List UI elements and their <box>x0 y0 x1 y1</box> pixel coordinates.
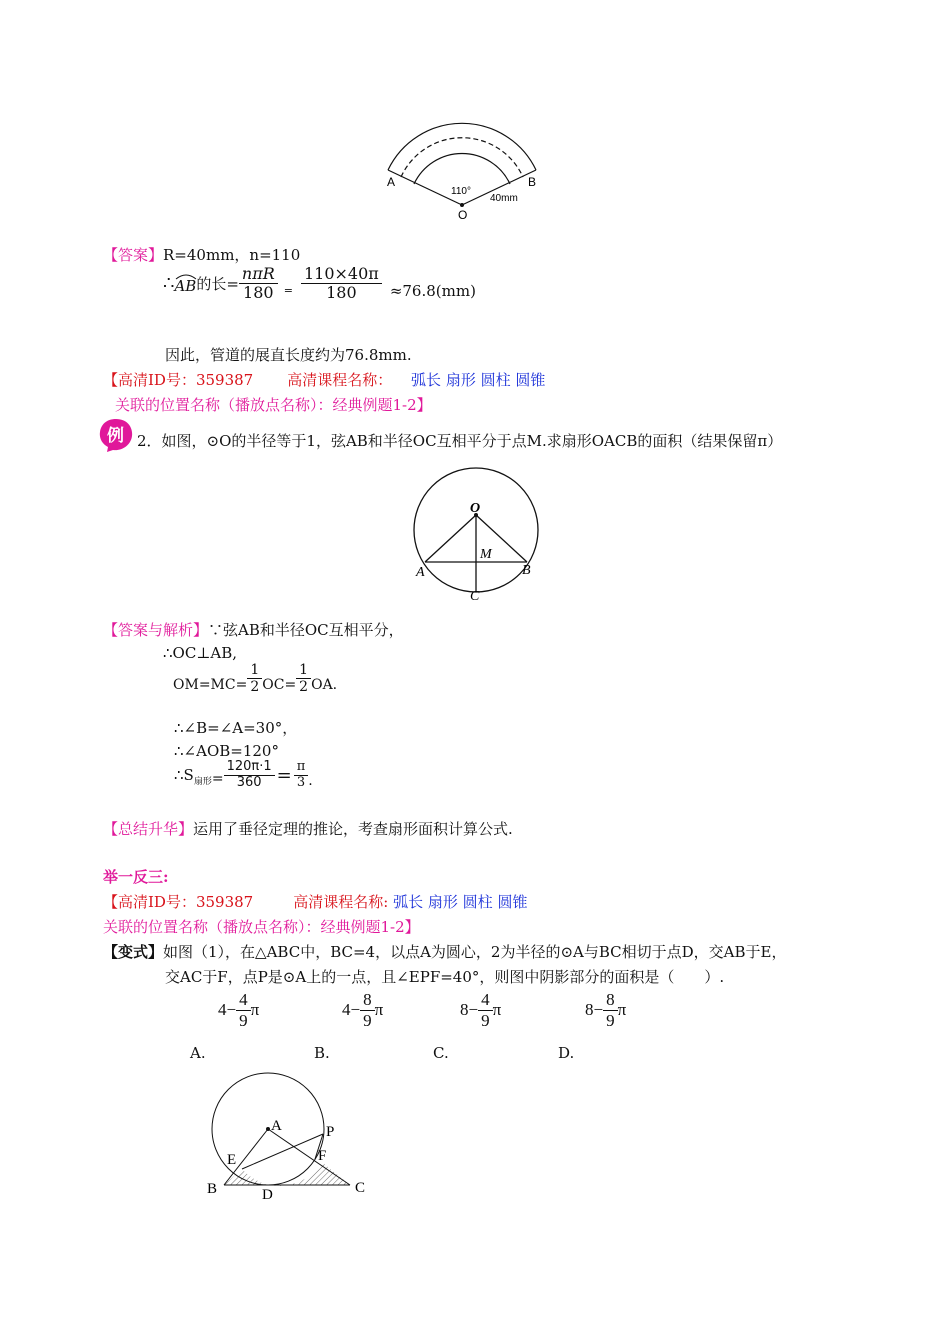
example-badge-text: 例 <box>107 426 124 446</box>
summary-tag: 【总结升华】 <box>103 820 194 838</box>
approx-value: ≈76.8(mm) <box>389 281 476 300</box>
label-a: A <box>387 175 396 189</box>
pipe-sector-figure <box>380 120 550 225</box>
label-p: P <box>326 1124 335 1140</box>
answer1-conclusion: 因此，管道的展直长度约为76.8mm. <box>165 346 412 364</box>
angle-label: 110° <box>451 186 471 197</box>
course-item-cylinder[interactable]: 圆柱 <box>462 893 493 911</box>
variant-text1: 如图（1），在△ABC中，BC=4，以点A为圆心，2为半径的⊙A与BC相切于点D，交AB于E， <box>163 943 787 961</box>
label-c: C <box>470 589 480 604</box>
solution2-line2: ∴OC⊥AB, <box>163 644 238 662</box>
course-item-cone[interactable]: 圆锥 <box>497 893 528 911</box>
variant-tag: 【变式】 <box>103 943 164 961</box>
meta1-line <box>103 369 545 390</box>
solution-tag: 【答案与解析】 <box>103 621 209 639</box>
label-a: A <box>416 565 425 580</box>
course-item-sector[interactable]: 扇形 <box>445 371 476 389</box>
option-c-letter[interactable]: C. <box>433 1044 449 1062</box>
solution2-line6: ∴S $_{扇形}$ = $\frac{120\pi\cdot 1}{360}$ = $\frac{\pi}{3}$ . <box>174 759 313 790</box>
solution2-line3: OM=MC= $\frac{1}{2}$ OC= $\frac{1}{2}$ OA. <box>173 662 338 696</box>
course-item-cone[interactable]: 圆锥 <box>515 371 546 389</box>
hd-id: 【高清ID号：359387 <box>103 371 254 389</box>
variant-line1 <box>103 941 787 962</box>
arc-length-text: 的长= <box>196 275 239 294</box>
fraction-nPiR-180: $\frac{\text{nπR}}{180}$ <box>239 265 278 303</box>
label-e: E <box>227 1152 237 1168</box>
answer-values: R=40mm，n=110 <box>163 246 301 264</box>
label-o: O <box>470 501 481 516</box>
label-f: F <box>318 1148 327 1164</box>
label-o: O <box>458 208 468 222</box>
center-point-o <box>460 203 464 207</box>
therefore-symbol: ∴ <box>163 273 175 295</box>
option-b-expression: 4− $\frac{8}{9}$ π <box>342 990 384 1030</box>
label-b: B <box>522 563 531 578</box>
fraction-half-2: $\frac{1}{2}$ <box>296 662 311 695</box>
practice-meta-line <box>103 891 527 912</box>
practice-position: 关联的位置名称（播放点名称）：经典例题1-2】 <box>103 918 420 936</box>
arc-mark <box>175 273 197 280</box>
fraction-sector-area: $\frac{120\pi\cdot 1}{360}$ <box>224 760 275 791</box>
course-label: 高清课程名称: <box>293 893 389 911</box>
triangle-circle-figure <box>200 1068 380 1208</box>
solution-line1-text: ∵弦AB和半径OC互相平分， <box>208 621 404 639</box>
course-item-arc-length[interactable]: 弧长 <box>393 893 424 911</box>
label-b: B <box>207 1181 218 1197</box>
point-a <box>266 1127 270 1131</box>
meta1-position: 关联的位置名称（播放点名称）：经典例题1-2】 <box>115 396 432 414</box>
practice-heading: 举一反三: <box>103 868 169 886</box>
label-b: B <box>528 175 537 189</box>
summary-text: 运用了垂径定理的推论，考查扇形面积计算公式. <box>193 820 513 838</box>
segment-oa <box>425 515 476 562</box>
solution2-line5: ∴∠AOB=120° <box>174 742 279 760</box>
dashed-arc <box>401 138 523 177</box>
course-item-arc-length[interactable]: 弧长 <box>411 371 442 389</box>
option-c-expression: 8− $\frac{4}{9}$ π <box>460 990 502 1030</box>
option-d-expression: 8− $\frac{8}{9}$ π <box>585 990 627 1030</box>
variant-line2: 交AC于F，点P是⊙A上的一点，且∠EPF=40°，则图中阴影部分的面积是（ ）. <box>165 968 725 986</box>
fraction-110x40pi-180: $\frac{110\times 40\pi}{180}$ <box>301 265 382 303</box>
answer-tag: 【答案】 <box>103 246 164 264</box>
fraction-pi-over-3: $\frac{\pi}{3}$ <box>294 760 309 791</box>
radius-label: 40mm <box>490 193 518 204</box>
option-a-letter[interactable]: A. <box>190 1044 206 1062</box>
summary-line <box>103 818 513 839</box>
label-a: A <box>271 1118 282 1134</box>
option-b-letter[interactable]: B. <box>314 1044 330 1062</box>
circle-chord-figure <box>410 460 560 605</box>
equals-sign: = <box>283 284 293 298</box>
inner-arc <box>414 153 510 184</box>
option-a-expression: 4− $\frac{4}{9}$ π <box>218 990 260 1030</box>
solution2-line4: ∴∠B=∠A=30°， <box>174 719 298 737</box>
label-d: D <box>262 1187 273 1203</box>
hd-id: 【高清ID号：359387 <box>103 893 254 911</box>
label-m: M <box>480 547 492 562</box>
arc-length-formula <box>163 265 476 303</box>
course-item-cylinder[interactable]: 圆柱 <box>480 371 511 389</box>
option-d-letter[interactable]: D. <box>558 1044 575 1062</box>
example-badge <box>98 418 134 452</box>
course-item-sector[interactable]: 扇形 <box>427 893 458 911</box>
answer1-line1 <box>103 244 300 265</box>
label-c: C <box>355 1180 366 1196</box>
arc-ab: AB <box>174 273 196 295</box>
solution2-line1 <box>103 619 404 640</box>
example2-question: 2．如图，⊙O的半径等于1，弦AB和半径OC互相平分于点M.求扇形OACB的面积（结果保留π） <box>137 432 783 450</box>
course-label: 高清课程名称： <box>287 371 393 389</box>
fraction-half-1: $\frac{1}{2}$ <box>247 662 262 695</box>
